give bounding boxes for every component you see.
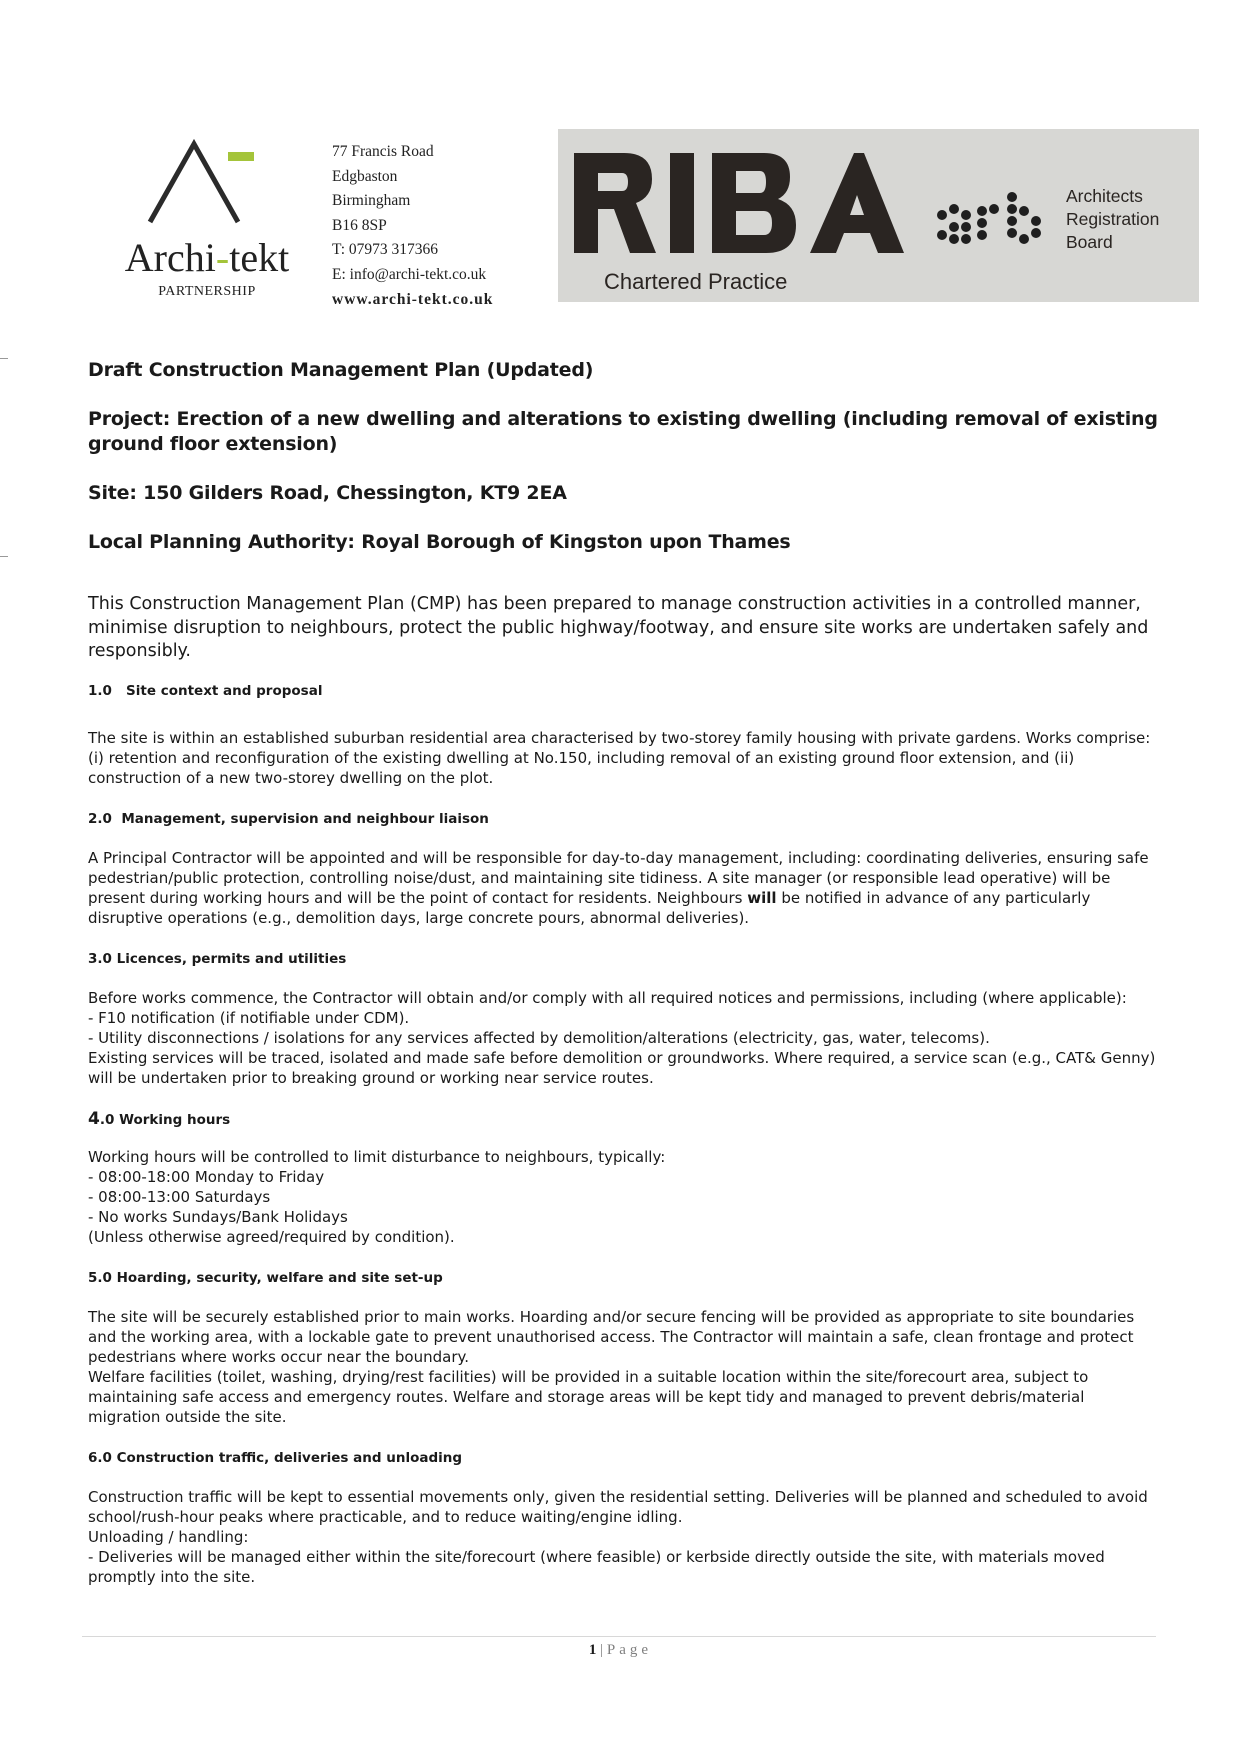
logo-name-dash: - xyxy=(215,235,230,280)
section-heading xyxy=(88,1449,1158,1467)
riba-caption: Chartered Practice xyxy=(604,269,788,294)
section-number: 3.0 xyxy=(88,950,112,967)
section-heading xyxy=(88,950,1158,968)
section-3-line: - F10 notification (if notifiable under CDM). xyxy=(88,1008,410,1027)
logo-wordmark xyxy=(112,234,302,281)
section-6-line: - Deliveries will be managed either within the site/forecourt (where feasible) or kerbside directly outside the site, with materials moved promptly into the site. xyxy=(88,1547,1105,1586)
section-2-paragraph xyxy=(88,848,1158,928)
section-6-line: Unloading / handling: xyxy=(88,1527,249,1546)
address-phone: T: 07973 317366 xyxy=(332,241,439,259)
section-title: Licences, permits and utilities xyxy=(116,950,347,967)
section-heading xyxy=(88,810,1158,828)
address-website: www.archi-tekt.co.uk xyxy=(332,290,494,308)
margin-tick xyxy=(0,556,8,557)
section-1-paragraph: The site is within an established suburban residential area characterised by two-storey family housing with private gardens. Works comprise: (i) retention and reconfiguration of the existing dwelling at No.150, including removal of an existing ground floor extension, and (ii) construction of a new two-storey dwelling on the plot. xyxy=(88,728,1151,787)
section-5-line: The site will be securely established prior to main works. Hoarding and/or secure fencing will be provided as appropriate to site boundaries and the working area, with a lockable gate to prevent unauthorised access. The Contractor will maintain a safe, clean frontage and protect pedestrians where works occur near the boundary. xyxy=(88,1307,1135,1366)
address-area: Edgbaston xyxy=(332,167,398,185)
archi-tekt-logo xyxy=(112,134,302,304)
section-title: Management, supervision and neighbour liaison xyxy=(121,810,489,827)
document-body xyxy=(88,358,1158,1609)
section-2-text-after: be notified in advance of any particularly disruptive operations (e.g., demolition days, large concrete pours, abnormal deliveries). xyxy=(88,888,1091,927)
section-4-line: - 08:00-18:00 Monday to Friday xyxy=(88,1167,325,1186)
section-6-paragraph xyxy=(88,1487,1158,1587)
project-heading: Project: Erection of a new dwelling and alterations to existing dwelling (including removal of existing ground floor extension) xyxy=(88,408,1158,455)
section-number: 2.0 xyxy=(88,810,112,827)
section-3-line: Before works commence, the Contractor will obtain and/or comply with all required notices and permissions, including (where applicable): xyxy=(88,988,1127,1007)
section-number: 5.0 xyxy=(88,1269,112,1286)
arb-logo-icon xyxy=(930,191,1058,247)
site-heading: Site: 150 Gilders Road, Chessington, KT9 2EA xyxy=(88,482,567,504)
section-number: 1.0 xyxy=(88,682,112,699)
page-separator: | xyxy=(596,1642,607,1658)
section-title: Working hours xyxy=(119,1111,231,1128)
section-number-minor: .0 xyxy=(99,1111,115,1128)
section-4-line: - No works Sundays/Bank Holidays xyxy=(88,1207,348,1226)
section-number: 6.0 xyxy=(88,1449,112,1466)
address-city: Birmingham xyxy=(332,192,411,210)
footer-divider xyxy=(82,1636,1156,1637)
section-heading xyxy=(88,1269,1158,1287)
section-5-line: Welfare facilities (toilet, washing, drying/rest facilities) will be provided in a suitable location within the site/forecourt area, subject to maintaining safe access and emergency routes. Welfare and storage areas will be kept tidy and managed to prevent debris/material migration outside the site. xyxy=(88,1367,1089,1426)
section-6-line: Construction traffic will be kept to essential movements only, given the residential setting. Deliveries will be planned and scheduled to avoid school/rush-hour peaks where practicable, and to reduce waiting/engine idling. xyxy=(88,1487,1148,1526)
section-4-paragraph xyxy=(88,1147,1158,1247)
logo-name-left: Archi xyxy=(124,235,216,280)
arb-line-2: Registration xyxy=(1066,209,1160,229)
document-title: Draft Construction Management Plan (Updated) xyxy=(88,359,594,381)
riba-logo-icon xyxy=(574,153,904,253)
page-footer xyxy=(0,1642,1241,1659)
page-number: 1 xyxy=(588,1642,597,1658)
address-block xyxy=(332,140,493,312)
address-email: E: info@archi-tekt.co.uk xyxy=(332,265,487,283)
intro-paragraph: This Construction Management Plan (CMP) has been prepared to manage construction activities in a controlled manner, minimise disruption to neighbours, protect the public highway/footway, and ensure site works are undertaken safely and responsibly. xyxy=(88,594,1149,661)
section-4-line: Working hours will be controlled to limit disturbance to neighbours, typically: xyxy=(88,1147,666,1166)
section-title: Hoarding, security, welfare and site set-up xyxy=(116,1269,443,1286)
section-3-line: - Utility disconnections / isolations for any services affected by demolition/alterations (electricity, gas, water, telecoms). xyxy=(88,1028,990,1047)
section-3-paragraph xyxy=(88,988,1158,1088)
section-heading xyxy=(88,682,1158,700)
arb-wordmark xyxy=(1066,185,1159,254)
section-4-line: - 08:00-13:00 Saturdays xyxy=(88,1187,271,1206)
logo-name-right: tekt xyxy=(229,235,290,280)
accreditation-banner xyxy=(558,129,1199,302)
arb-line-1: Architects xyxy=(1066,186,1143,206)
section-heading xyxy=(88,1110,1158,1129)
page-label: Page xyxy=(606,1642,653,1658)
roof-logo-icon xyxy=(142,134,262,234)
section-title: Construction traffic, deliveries and unloading xyxy=(116,1449,463,1466)
address-street: 77 Francis Road xyxy=(332,143,434,160)
arb-line-3: Board xyxy=(1066,232,1113,252)
section-5-paragraph xyxy=(88,1307,1158,1427)
section-number-major: 4 xyxy=(88,1108,100,1129)
section-3-line: Existing services will be traced, isolated and made safe before demolition or groundworks. Where required, a service scan (e.g., CAT& Genny) will be undertaken prior to breaking ground or working near service routes. xyxy=(88,1048,1156,1087)
authority-heading: Local Planning Authority: Royal Borough of Kingston upon Thames xyxy=(88,531,791,553)
margin-tick xyxy=(0,358,8,359)
logo-subtitle: PARTNERSHIP xyxy=(158,284,256,299)
section-2-text-before: A Principal Contractor will be appointed and will be responsible for day-to-day management, including: coordinating deliveries, ensuring safe pedestrian/public protection, controlling noise/dust, and maintaining site tidiness. A site manager (or responsible lead operative) will be present during working hours and will be the point of contact for residents. Neighbours xyxy=(88,848,1149,907)
section-4-line: (Unless otherwise agreed/required by condition). xyxy=(88,1227,455,1246)
section-2-emphasis: will xyxy=(747,888,777,907)
section-title: Site context and proposal xyxy=(126,682,323,699)
address-postcode: B16 8SP xyxy=(332,216,387,234)
